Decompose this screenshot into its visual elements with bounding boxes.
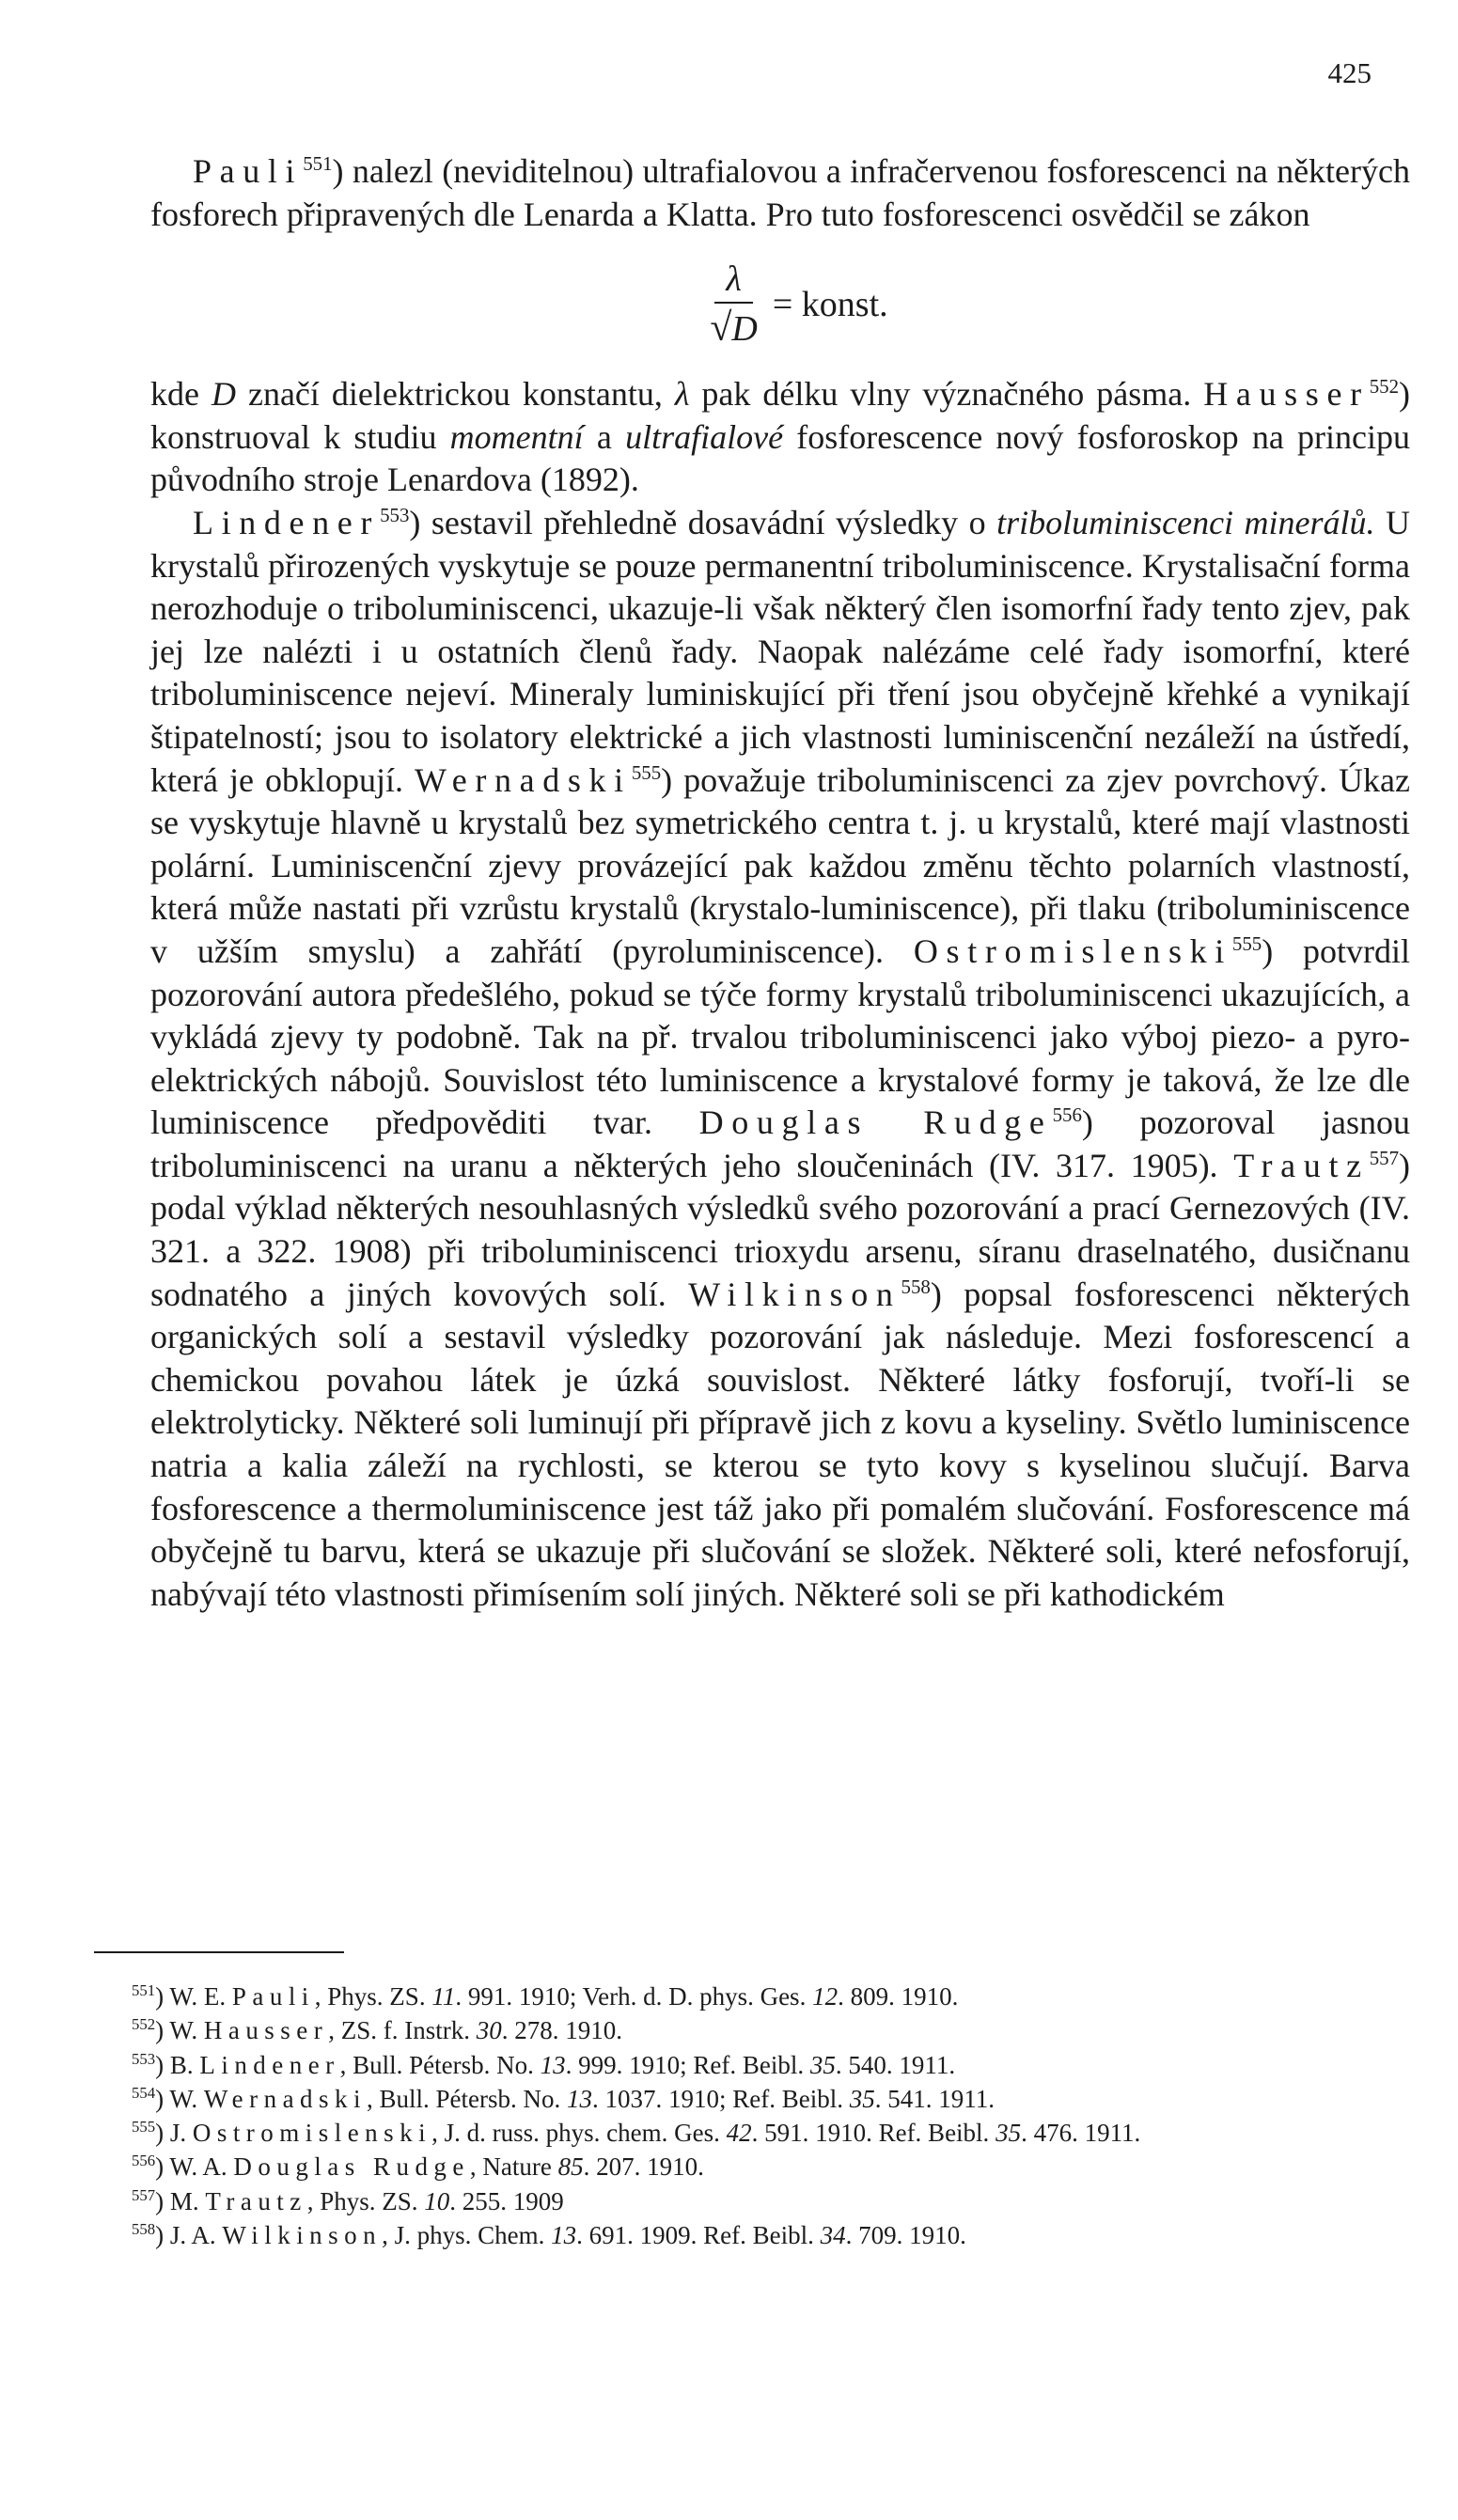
text-run: ) konstruoval k studiu: [150, 375, 1411, 456]
paragraph-lindener: [150, 502, 1410, 1616]
italic-term: momentní: [449, 417, 584, 456]
footnote-text: . 278. 1910.: [501, 2016, 622, 2045]
footnote-volume: 13: [567, 2084, 592, 2113]
footnote: [132, 2218, 1412, 2252]
footnote-text: ) M.: [155, 2186, 206, 2215]
footnote: [132, 2048, 1412, 2082]
footnote-ref-555a: 555: [631, 760, 662, 784]
formula-numerator: λ: [714, 258, 752, 304]
footnote-text: . 991. 1910; Verh. d. D. phys. Ges.: [455, 1982, 813, 2011]
footnote-volume: 13: [540, 2050, 566, 2079]
footnote-text: ) J.: [155, 2119, 193, 2148]
footnote-text: , Phys. ZS.: [306, 2186, 425, 2215]
footnote: [132, 2013, 1412, 2047]
text-run: kde: [150, 375, 212, 414]
text-run: značí dielektrickou konstantu,: [235, 375, 675, 414]
footnote-number: 551: [132, 1981, 156, 1999]
footnote-volume: 35: [809, 2050, 836, 2079]
formula-denominator: [710, 304, 758, 351]
footnote-author: Hausser: [203, 2016, 329, 2045]
author-hausser: Hausser: [1203, 375, 1370, 414]
symbol-lambda: λ: [674, 375, 690, 414]
footnote-text: ) J. A.: [155, 2221, 223, 2250]
main-text: [150, 150, 1410, 1616]
italic-term: triboluminiscenci minerálů.: [996, 503, 1375, 541]
footnote-number: 558: [132, 2220, 156, 2239]
footnote-text: . 1037. 1910; Ref. Beibl.: [592, 2084, 850, 2113]
text-run: ) považuje triboluminiscenci za zjev povrchový. Úkaz se vyskytuje hlavně u krystalů bez symetrického centra t. j. u krystalů, které mají vlastnosti polární. Luminiscenční zjevy provázející pak každou změnu těchto polarních vlastností, která může nastati při vzrůstu krystalů (krystalo-luminiscence), při tlaku (triboluminiscence v užším smyslu) a zahřátí (pyroluminiscence).: [150, 760, 1411, 970]
footnote-text: . 591. 1910. Ref. Beibl.: [751, 2119, 996, 2148]
footnote-ref-556: 556: [1052, 1103, 1082, 1127]
symbol-d: D: [211, 375, 236, 414]
footnote-volume: 11: [431, 1982, 456, 2011]
footnote-text: ) B.: [155, 2050, 200, 2079]
text-run: ) podal výklad některých nesouhlasných výsledků svého pozorování a prací Gernezových (IV. 321. a 322. 1908) při triboluminiscenci trioxydu arsenu, síranu draselnatého, dusičnanu sodnatého a jiných kovových solí.: [150, 1146, 1411, 1313]
text-run: ) pozoroval jasnou triboluminiscenci na uranu a některých jeho sloučeninách (IV. 317. 1905).: [150, 1103, 1410, 1184]
footnote-author: Ostromislenski: [192, 2119, 432, 2148]
footnote-number: 552: [132, 2015, 156, 2034]
author-rudge: Douglas Rudge: [698, 1103, 1053, 1142]
author-lindener: Lindener: [193, 503, 381, 541]
footnote-volume: 30: [476, 2016, 502, 2045]
footnote-author: Wilkinson: [222, 2221, 383, 2250]
footnote-volume: 10: [424, 2186, 450, 2215]
footnote-ref-551: 551: [303, 152, 333, 175]
footnote-ref-553: 553: [380, 503, 410, 526]
footnote-text: . 691. 1909. Ref. Beibl.: [576, 2221, 821, 2250]
footnote-text: , Bull. Pétersb. No.: [339, 2050, 541, 2079]
footnote-author: Wernadski: [203, 2084, 367, 2113]
footnote-author: Douglas Rudge: [233, 2152, 470, 2182]
footnote-text: , ZS. f. Instrk.: [328, 2016, 477, 2045]
footnote-text: . 999. 1910; Ref. Beibl.: [565, 2050, 810, 2079]
formula-fraction: [710, 258, 758, 351]
footnote-volume: 12: [812, 1982, 839, 2011]
text-run: fosforescence nový fosforoskop na principu původního stroje Lenardova (1892).: [150, 417, 1411, 499]
text-run: pak délku vlny význačného pásma.: [689, 375, 1192, 414]
footnote-ref-552: 552: [1369, 375, 1400, 399]
footnote-text: , Nature: [469, 2152, 558, 2182]
footnote-text: ) W. E.: [155, 1982, 232, 2011]
footnote-volume: 35: [996, 2119, 1022, 2148]
footnote-number: 553: [132, 2049, 156, 2068]
formula: [188, 236, 1410, 373]
footnote: [132, 1980, 1412, 2013]
footnote-number: 557: [132, 2185, 156, 2204]
paragraph-hausser: [150, 373, 1410, 502]
author-trautz: Trautz: [1233, 1146, 1370, 1184]
radical-sign: √: [710, 306, 732, 351]
author-wilkinson: Wilkinson: [688, 1275, 901, 1313]
footnote-volume: 85: [557, 2152, 584, 2182]
text-run: ) sestavil přehledně dosavádní výsledky o: [409, 503, 997, 541]
footnote-author: Trautz: [205, 2186, 307, 2215]
author-pauli: Pauli: [193, 152, 304, 190]
text-run: a: [583, 417, 626, 456]
text-run: ) potvrdil pozorování autora předešlého, pokud se týče formy krystalů triboluminiscenci ukazujících, a vykládá zjevy ty podobně. Tak na př. trvalou triboluminiscenci jako výboj piezo- a pyro-elektrických nábojů. Souvislost této luminiscence a krystalové formy je taková, že lze dle luminiscence předpověditi tvar.: [150, 931, 1411, 1142]
footnote-volume: 34: [820, 2221, 846, 2250]
footnote-volume: 35: [849, 2084, 875, 2113]
footnote-number: 556: [132, 2152, 156, 2170]
italic-term: ultrafialové: [625, 417, 784, 456]
footnote-text: , Phys. ZS.: [314, 1982, 432, 2011]
text-run: U krystalů přirozených vyskytuje se pouze permanentní triboluminiscence. Krystalisační forma nerozhoduje o triboluminiscenci, ukazuje-li však některý člen isomorfní řady tento zjev, pak jej lze nalézti i u ostatních členů řady. Naopak nalézáme celé řady isomorfní, které triboluminiscence nejeví. Mineraly luminiskující při tření jsou obyčejně křehké a vynikají štipatelností; jsou to isolatory elektrické a jich vlastnosti luminiscenční nezáleží na ústředí, která je obklopují.: [150, 503, 1410, 799]
author-wernadski: Wernadski: [415, 760, 632, 799]
footnote-text: , Bull. Pétersb. No.: [367, 2084, 567, 2113]
footnotes: [132, 1980, 1412, 2252]
footnote-text: ) W.: [155, 2084, 204, 2113]
footnote-volume: 42: [726, 2119, 752, 2148]
footnote-author: Lindener: [199, 2050, 340, 2079]
footnote: [132, 2150, 1412, 2183]
footnote-number: 554: [132, 2083, 156, 2102]
footnote: [132, 2082, 1412, 2116]
footnote-text: . 809. 1910.: [838, 1982, 959, 2011]
footnote-ref-555b: 555: [1231, 931, 1262, 955]
footnote-text: . 709. 1910.: [845, 2221, 966, 2250]
footnote: [132, 2184, 1412, 2218]
footnote-text: ) W.: [155, 2016, 204, 2045]
paragraph-pauli: [150, 150, 1410, 236]
footnote-text: . 540. 1911.: [835, 2050, 956, 2079]
page-number: 425: [1327, 56, 1372, 89]
formula-denominator-symbol: D: [731, 309, 758, 350]
footnote-text: , J. d. russ. phys. chem. Ges.: [431, 2119, 727, 2148]
text-run: ) popsal fosforescenci některých organických solí a sestavil výsledky pozorování jak následuje. Mezi fosforescencí a chemickou povahou látek je úzká souvislost. Některé látky fosforují, tvoří-li se elektrolyticky. Některé soli luminují při přípravě jich z kovu a kyseliny. Světlo luminiscence natria a kalia záleží na rychlosti, se kterou se tyto kovy s kyselinou slučují. Barva fosforescence a thermoluminiscence jest táž jako při pomalém slučování. Fosforescence má obyčejně tu barvu, která se ukazuje při slučování se složek. Některé soli, které nefosforují, nabývají této vlastnosti přimísením solí jiných. Některé soli se při kathodickém: [150, 1275, 1410, 1613]
footnote-ref-557: 557: [1369, 1146, 1400, 1169]
footnote-text: . 541. 1911.: [874, 2084, 995, 2113]
footnote-divider: [94, 1951, 344, 1953]
footnote-volume: 13: [551, 2221, 577, 2250]
footnote-text: . 207. 1910.: [583, 2152, 704, 2182]
footnote: [132, 2116, 1412, 2150]
footnote-text: ) W. A.: [155, 2152, 234, 2182]
paragraph-text: ) nalezl (neviditelnou) ultrafialovou a infračervenou fosforescenci na některých fosforech připravených dle Lenarda a Klatta. Pro tuto fosforescenci osvědčil se zákon: [150, 152, 1410, 233]
author-ostromislenski: Ostromislenski: [913, 931, 1232, 970]
footnote-number: 555: [132, 2118, 156, 2137]
footnote-text: , J. phys. Chem.: [382, 2221, 552, 2250]
formula-equals-konst: = konst.: [772, 285, 888, 325]
footnote-text: . 476. 1911.: [1021, 2119, 1141, 2148]
footnote-author: Pauli: [231, 1982, 315, 2011]
footnote-ref-558: 558: [901, 1275, 931, 1298]
footnote-text: . 255. 1909: [449, 2186, 564, 2215]
